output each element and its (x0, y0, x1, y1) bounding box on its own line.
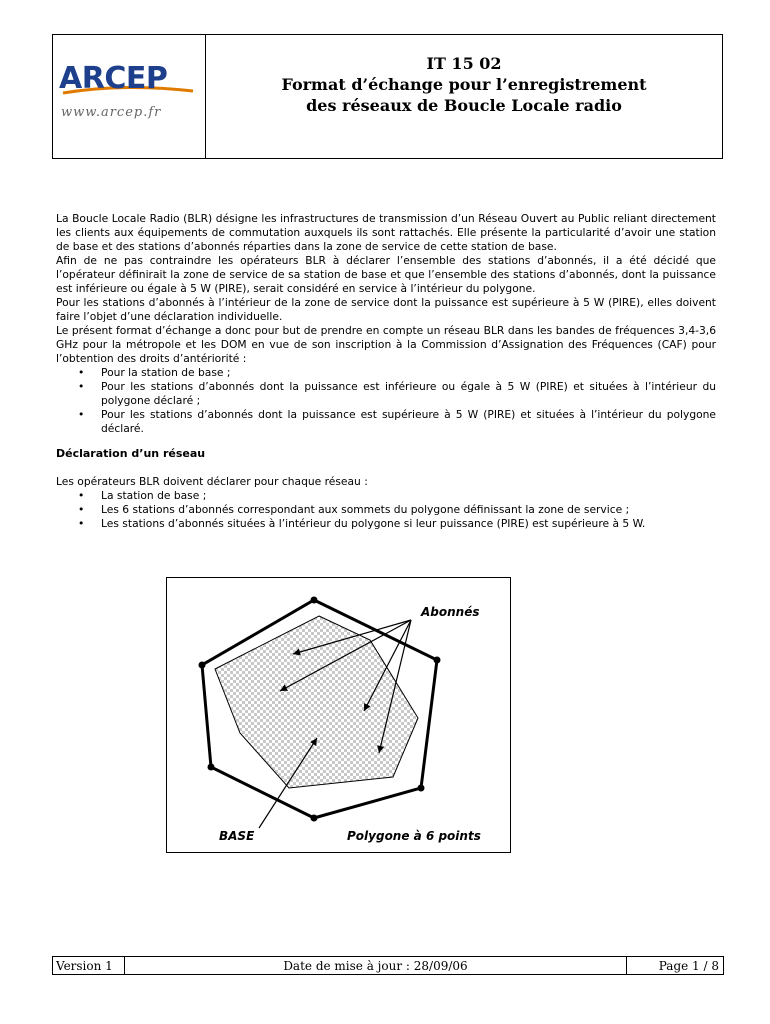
label-abonnes: Abonnés (421, 605, 480, 619)
list-item: • La station de base ; (101, 489, 716, 503)
polygon-figure (166, 577, 511, 853)
list-item: • Pour les stations d’abonnés dont la puissance est inférieure ou égale à 5 W (PIRE) et situées à l’intérieur du polygone déclaré ; (101, 380, 716, 408)
paragraph: La Boucle Locale Radio (BLR) désigne les infrastructures de transmission d’un Réseau Ouvert au Public reliant directement les clients aux équipements de commutation auxquels ils sont rattachés. Elle présente la particularité d’avoir une station de base et des stations d’abonnés réparties dans la zone de service de cette station de base. (56, 212, 716, 253)
title-line-2: des réseaux de Boucle Locale radio (306, 96, 622, 115)
paragraph: Pour les stations d’abonnés à l’intérieur de la zone de service dont la puissance est supérieure à 5 W (PIRE), elles doivent faire l’objet d’une déclaration individuelle. (56, 296, 716, 323)
bullet-list (56, 366, 716, 436)
document-header (52, 34, 723, 159)
footer-page-number: Page 1 / 8 (658, 958, 719, 973)
page-footer (52, 956, 724, 975)
footer-date: Date de mise à jour : 28/09/06 (125, 957, 627, 974)
list-item: • Pour la station de base ; (101, 366, 716, 380)
logo-url: www.arcep.fr (61, 105, 162, 120)
list-item: • Pour les stations d’abonnés dont la puissance est supérieure à 5 W (PIRE) et situées à l’intérieur du polygone déclaré. (101, 408, 716, 436)
title-line-1: Format d’échange pour l’enregistrement (281, 75, 647, 94)
footer-version: Version 1 (53, 957, 125, 974)
label-base: BASE (219, 829, 255, 843)
section-heading: Déclaration d’un réseau (56, 447, 206, 460)
arcep-logo (53, 35, 206, 158)
polygon-diagram (167, 578, 512, 854)
logo-swoosh-icon (53, 35, 203, 158)
title-block (206, 35, 722, 158)
list-item: • Les 6 stations d’abonnés correspondant aux sommets du polygone définissant la zone de service ; (101, 503, 716, 517)
bullet-list (56, 489, 716, 531)
paragraph: Afin de ne pas contraindre les opérateurs BLR à déclarer l’ensemble des stations d’abonnés, il a été décidé que l’opérateur définirait la zone de service de sa station de base et que l’ensemble des stations d’abonnés, dont la puissance est inférieure ou égale à 5 W (PIRE), serait considéré en service à l’intérieur du polygone. (56, 254, 716, 295)
service-zone (215, 616, 418, 788)
paragraph: Les opérateurs BLR doivent déclarer pour chaque réseau : (56, 475, 368, 488)
doc-id: IT 15 02 (426, 54, 502, 73)
label-polygone: Polygone à 6 points (347, 829, 481, 843)
list-item: • Les stations d’abonnés situées à l’intérieur du polygone si leur puissance (PIRE) est supérieure à 5 W. (101, 517, 716, 531)
logo-wordmark: ARCEP (59, 61, 168, 96)
body-text (56, 212, 716, 531)
paragraph: Le présent format d’échange a donc pour but de prendre en compte un réseau BLR dans les bandes de fréquences 3,4-3,6 GHz pour la métropole et les DOM en vue de son inscription à la Commission d’Assignation des Fréquences (CAF) pour l’obtention des droits d’antériorité : (56, 324, 716, 365)
